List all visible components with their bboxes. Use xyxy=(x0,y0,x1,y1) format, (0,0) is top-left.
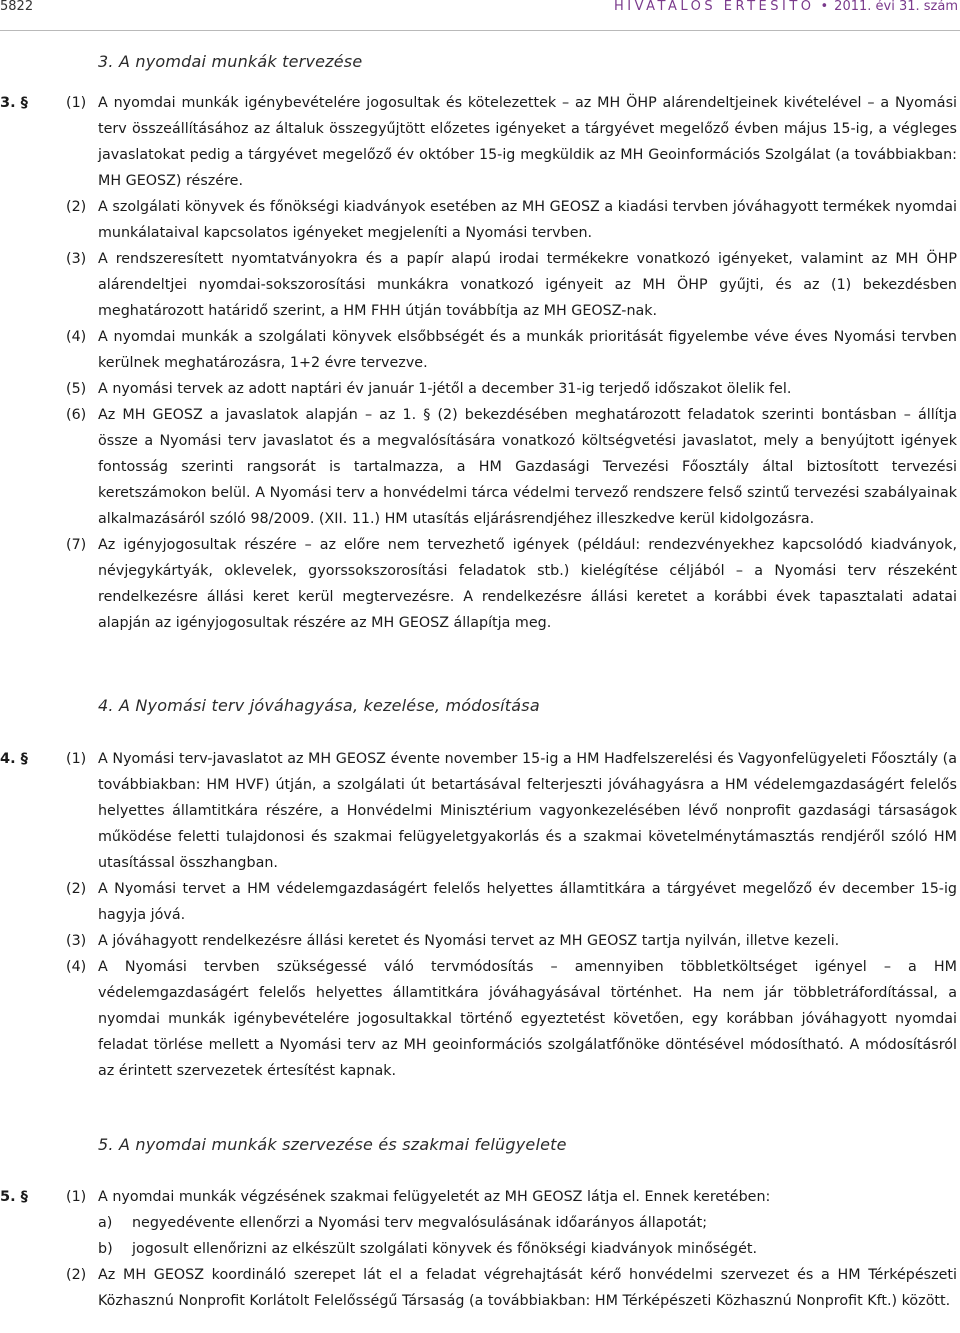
paragraph-text: A Nyomási tervet a HM védelemgazdaságért felelős helyettes államtitkára a tárgyévet megelőző év december 15-ig hagyja jóvá. xyxy=(98,881,957,923)
paragraph-text: A rendszeresített nyomtatványokra és a papír alapú irodai termékekre vonatkozó igényeket, valamint az MH ÖHP alárendeltjei nyomdai-sokszorosítási munkákra vonatkozó igényeit az MH ÖHP gyűjti, és az (1) bekezdésben meghatározott határidő szerint, a HM FHH útján továbbítja az MH GEOSZ-nak. xyxy=(98,251,957,319)
issue-label: 2011. évi 31. szám xyxy=(834,0,958,14)
paragraph-label: (5) xyxy=(66,381,87,397)
publication-header xyxy=(614,0,958,14)
paragraph xyxy=(0,746,960,876)
paragraph-text: A Nyomási tervben szükségessé váló tervmódosítás – amennyiben többletköltséget igényel – a HM védelemgazdaságért felelős helyettes államtitkára jóváhagyásával történhet. Ha nem jár többletráfordítással, a nyomdai munkák igénybevételére jogosultakkal történő egyeztetést követően, egy korábban jóváhagyott nyomdai feladat törlése mellett a Nyomási terv az MH geoinformációs szolgálatfőnöke döntésével módosítható. A módosításról az érintett szervezetek értesítést kapnak. xyxy=(98,959,957,1079)
paragraph-text: Az igényjogosultak részére – az előre nem tervezhető igények (például: rendezvényekhez kapcsolódó kiadványok, névjegykártyák, oklevelek, gyorssokszorosítási feladatok stb.) kielégítése céljából – a Nyomási terv részeként rendelkezésre állási keret kerül megtervezésre. A rendelkezésre állási keretet a korábbi évek tapasztalati adatai alapján az igényjogosultak részére az MH GEOSZ állapítja meg. xyxy=(98,537,957,631)
paragraph-label: (1) xyxy=(66,1189,87,1205)
paragraph xyxy=(0,532,960,636)
paragraph-label: (3) xyxy=(66,251,87,267)
section-heading-4: 4. A Nyomási terv jóváhagyása, kezelése, módosítása xyxy=(98,696,540,715)
paragraph-text: A nyomdai munkák igénybevételére jogosultak és kötelezettek – az MH ÖHP alárendeltjeinek kivételével – a Nyomási terv összeállításához az általuk összegyűjtött előzetes igényeket a tárgyévet megelőző évben május 15-ig, a végleges javaslatokat pedig a tárgyévet megelőző év október 15-ig megküldik az MH Geoinformációs Szolgálat (a továbbiakban: MH GEOSZ) részére. xyxy=(98,95,957,189)
paragraph-text: A nyomási tervek az adott naptári év január 1-jétől a december 31-ig terjedő időszakot ölelik fel. xyxy=(98,381,792,397)
paragraph-text: Az MH GEOSZ koordináló szerepet lát el a feladat végrehajtását kérő honvédelmi szervezet és a HM Térképészeti Közhasznú Nonprofit Korlátolt Felelősségű Társaság (a továbbiakban: HM Térképészeti Közhasznú Nonprofit Kft.) között. xyxy=(98,1267,957,1309)
list-item-text: jogosult ellenőrizni az elkészült szolgálati könyvek és főnökségi kiadványok minőségét. xyxy=(132,1241,758,1257)
section-4-body xyxy=(0,746,960,1084)
paragraph xyxy=(0,402,960,532)
list-item xyxy=(98,1236,957,1262)
list-item-label: b) xyxy=(98,1241,113,1257)
list-item xyxy=(98,1210,957,1236)
paragraph-label: (1) xyxy=(66,751,87,767)
paragraph xyxy=(0,246,960,324)
paragraph-label: (2) xyxy=(66,881,87,897)
running-header xyxy=(0,0,960,31)
paragraph xyxy=(0,194,960,246)
paragraph xyxy=(0,324,960,376)
paragraph-text: A jóváhagyott rendelkezésre állási keretet és Nyomási tervet az MH GEOSZ tartja nyilván, illetve kezeli. xyxy=(98,933,840,949)
paragraph xyxy=(0,90,960,194)
section-5-body xyxy=(0,1184,960,1314)
sub-point-list xyxy=(98,1210,957,1262)
section-3-body xyxy=(0,90,960,636)
list-item-text: negyedévente ellenőrzi a Nyomási terv megvalósulásának időarányos állapotát; xyxy=(132,1215,708,1231)
paragraph-label: (4) xyxy=(66,329,87,345)
paragraph-label: (2) xyxy=(66,199,87,215)
paragraph-label: (6) xyxy=(66,407,87,423)
section-heading-3: 3. A nyomdai munkák tervezése xyxy=(98,52,363,71)
paragraph xyxy=(0,928,960,954)
paragraph-text: Az MH GEOSZ a javaslatok alapján – az 1. § (2) bekezdésében meghatározott feladatok szerinti bontásban – állítja össze a Nyomási terv javaslatot és a megvalósítására vonatkozó költségvetési javaslatot, mely a benyújtott igények fontosság szerinti rangsorát is tartalmazza, a HM Gazdasági Tervezési Főosztály által biztosított tervezési keretszámokon belül. A Nyomási terv a honvédelmi tárca védelmi tervező rendszere felső szintű tervezési szabályainak alkalmazásáról szóló 98/2009. (XII. 11.) HM utasítás eljárásrendjéhez illeszkedve kerül kidolgozásra. xyxy=(98,407,957,527)
paragraph-text: A Nyomási terv-javaslatot az MH GEOSZ évente november 15-ig a HM Hadfelszerelési és Vagyonfelügyeleti Főosztály (a továbbiakban: HM HVF) útján, a szolgálati út betartásával felterjeszti jóváhagyásra a HM védelemgazdaságért felelős helyettes államtitkára részére, a Honvédelmi Minisztérium vagyonkezelésében lévő nonprofit gazdasági társaságok működése feletti tulajdonosi és szakmai felügyeletgyakorlás és a szakmai követelménytámasztás rendjéről szóló HM utasítással összhangban. xyxy=(98,751,957,871)
page-number: 5822 xyxy=(0,0,34,14)
paragraph xyxy=(0,954,960,1084)
paragraph-label: (3) xyxy=(66,933,87,949)
paragraph-label: (1) xyxy=(66,95,87,111)
paragraph xyxy=(0,1184,960,1262)
section-number: 4. § xyxy=(0,751,28,767)
section-number: 5. § xyxy=(0,1189,28,1205)
paragraph-text: A nyomdai munkák a szolgálati könyvek elsőbbségét és a munkák prioritását figyelembe véve éves Nyomási tervben kerülnek meghatározásra, 1+2 évre tervezve. xyxy=(98,329,957,371)
paragraph-label: (7) xyxy=(66,537,87,553)
paragraph-text: A nyomdai munkák végzésének szakmai felügyeletét az MH GEOSZ látja el. Ennek keretében: xyxy=(98,1189,771,1205)
paragraph-text: A szolgálati könyvek és főnökségi kiadványok esetében az MH GEOSZ a kiadási tervben jóváhagyott termékek nyomdai munkálataival kapcsolatos igényeket megjeleníti a Nyomási tervben. xyxy=(98,199,957,241)
paragraph xyxy=(0,1262,960,1314)
list-item-label: a) xyxy=(98,1215,113,1231)
paragraph xyxy=(0,376,960,402)
section-number: 3. § xyxy=(0,95,28,111)
paragraph-label: (4) xyxy=(66,959,87,975)
publication-title: HIVATALOS ÉRTESÍTŐ xyxy=(614,0,815,14)
section-heading-5: 5. A nyomdai munkák szervezése és szakmai felügyelete xyxy=(98,1135,567,1154)
bullet-separator-icon: • xyxy=(820,0,829,14)
paragraph-label: (2) xyxy=(66,1267,87,1283)
paragraph xyxy=(0,876,960,928)
